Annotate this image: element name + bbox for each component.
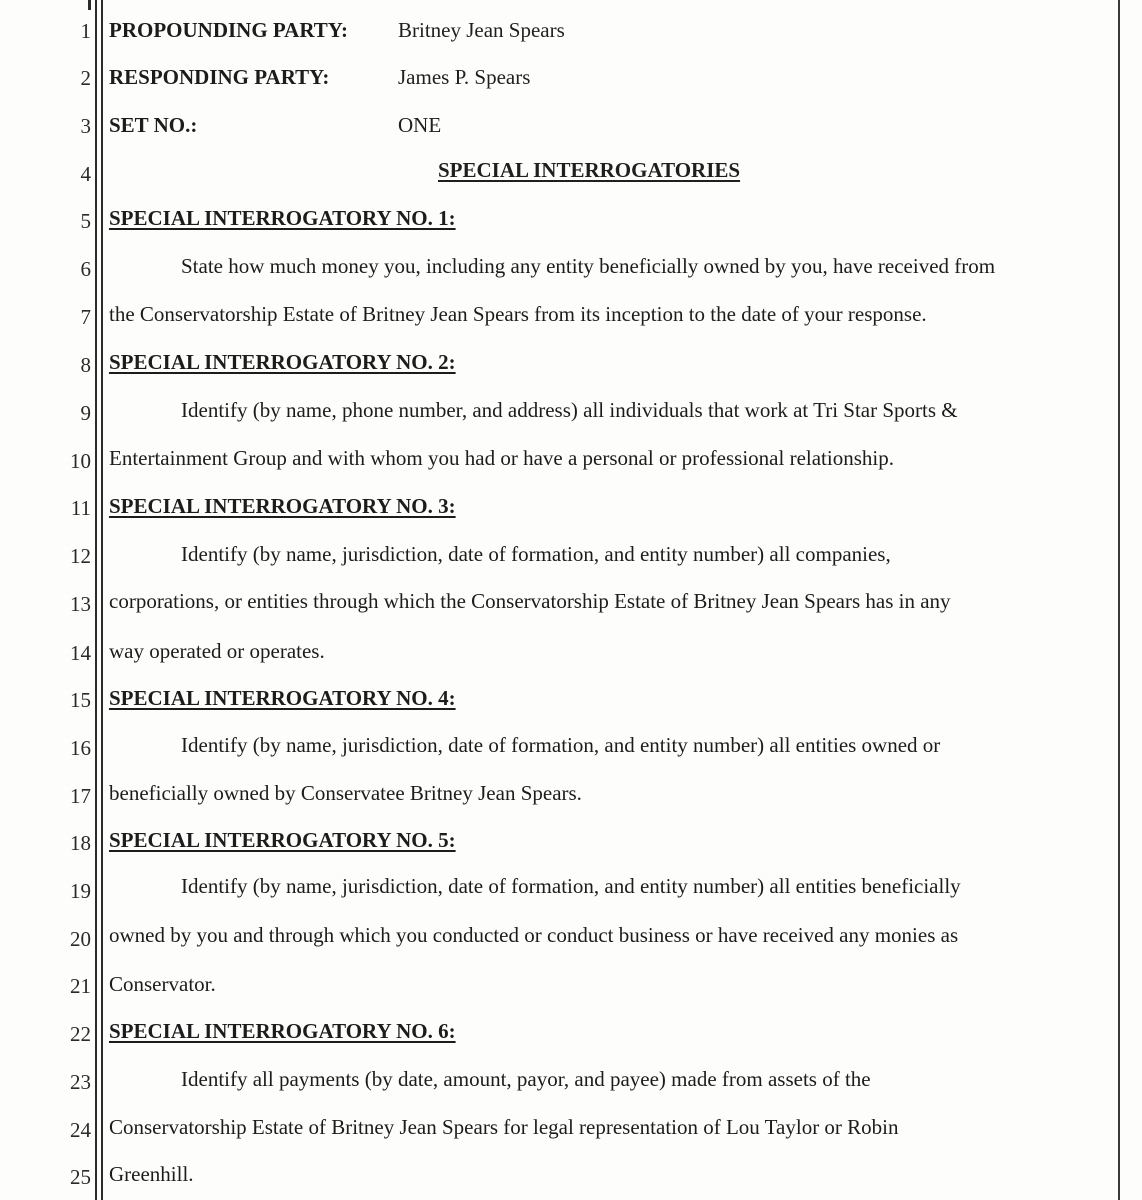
line-number: 16 xyxy=(70,736,91,760)
line-number: 23 xyxy=(70,1070,91,1094)
line-number: 5 xyxy=(80,209,91,233)
interrogatory-text-line: owned by you and through which you conducted or conduct business or have received any monies as xyxy=(109,923,959,947)
line-number: 20 xyxy=(70,927,91,951)
left-margin-rule xyxy=(95,0,97,1200)
interrogatory-heading: SPECIAL INTERROGATORY NO. 5: xyxy=(109,828,456,852)
line-number: 17 xyxy=(70,784,91,808)
interrogatory-heading: SPECIAL INTERROGATORY NO. 1: xyxy=(109,206,456,230)
line-number: 7 xyxy=(80,305,91,329)
interrogatory-heading: SPECIAL INTERROGATORY NO. 2: xyxy=(109,350,456,374)
left-margin-rule-inner xyxy=(101,0,103,1200)
responding-party-label: RESPONDING PARTY: xyxy=(109,65,330,89)
interrogatory-text-line: Conservatorship Estate of Britney Jean Spears for legal representation of Lou Taylor or Robin xyxy=(109,1115,899,1139)
interrogatory-text-line: Identify (by name, jurisdiction, date of formation, and entity number) all companies, xyxy=(181,542,891,566)
right-margin-rule xyxy=(1118,0,1120,1200)
responding-party-value: James P. Spears xyxy=(398,65,531,89)
line-number: 12 xyxy=(70,544,91,568)
document-title: SPECIAL INTERROGATORIES xyxy=(438,158,741,182)
line-number: 22 xyxy=(70,1022,91,1046)
interrogatory-text-line: Identify (by name, jurisdiction, date of formation, and entity number) all entities owned or xyxy=(181,733,941,757)
interrogatory-text-line: corporations, or entities through which the Conservatorship Estate of Britney Jean Spears has in any xyxy=(109,589,951,613)
line-number: 13 xyxy=(70,592,91,616)
line-number: 3 xyxy=(80,114,91,138)
line-number: 10 xyxy=(70,449,91,473)
line-number: 2 xyxy=(80,66,91,90)
interrogatory-text-line: Identify (by name, jurisdiction, date of formation, and entity number) all entities beneficially xyxy=(181,874,961,898)
interrogatory-text-line: State how much money you, including any entity beneficially owned by you, have received from xyxy=(181,254,996,278)
interrogatory-text-line: Identify (by name, phone number, and address) all individuals that work at Tri Star Sports & xyxy=(181,398,958,422)
interrogatory-text-line: Conservator. xyxy=(109,972,216,996)
line-number: 9 xyxy=(80,401,91,425)
line-number: 11 xyxy=(70,496,91,520)
interrogatory-heading: SPECIAL INTERROGATORY NO. 6: xyxy=(109,1019,456,1043)
line-number: 19 xyxy=(70,879,91,903)
line-number: 14 xyxy=(70,641,91,665)
line-number: 25 xyxy=(70,1165,91,1189)
propounding-party-value: Britney Jean Spears xyxy=(398,18,565,42)
interrogatory-text-line: Greenhill. xyxy=(109,1162,194,1186)
line-number: 24 xyxy=(70,1118,91,1142)
line-number: 21 xyxy=(70,974,91,998)
line-number: 15 xyxy=(70,688,91,712)
interrogatory-heading: SPECIAL INTERROGATORY NO. 3: xyxy=(109,494,456,518)
set-number-value: ONE xyxy=(398,113,442,137)
interrogatory-text-line: Identify all payments (by date, amount, payor, and payee) made from assets of the xyxy=(181,1067,871,1091)
line-number: 18 xyxy=(70,831,91,855)
interrogatory-text-line: beneficially owned by Conservatee Britney Jean Spears. xyxy=(109,781,582,805)
interrogatory-heading: SPECIAL INTERROGATORY NO. 4: xyxy=(109,686,456,710)
top-tick-mark xyxy=(88,0,91,10)
propounding-party-label: PROPOUNDING PARTY: xyxy=(109,18,349,42)
line-number: 8 xyxy=(80,353,91,377)
line-number: 1 xyxy=(80,19,91,43)
set-number-label: SET NO.: xyxy=(109,113,198,137)
interrogatory-text-line: the Conservatorship Estate of Britney Jean Spears from its inception to the date of your response. xyxy=(109,302,927,326)
line-number: 6 xyxy=(80,257,91,281)
line-number: 4 xyxy=(80,162,91,186)
interrogatory-text-line: Entertainment Group and with whom you had or have a personal or professional relationship. xyxy=(109,446,894,470)
interrogatory-text-line: way operated or operates. xyxy=(109,639,325,663)
